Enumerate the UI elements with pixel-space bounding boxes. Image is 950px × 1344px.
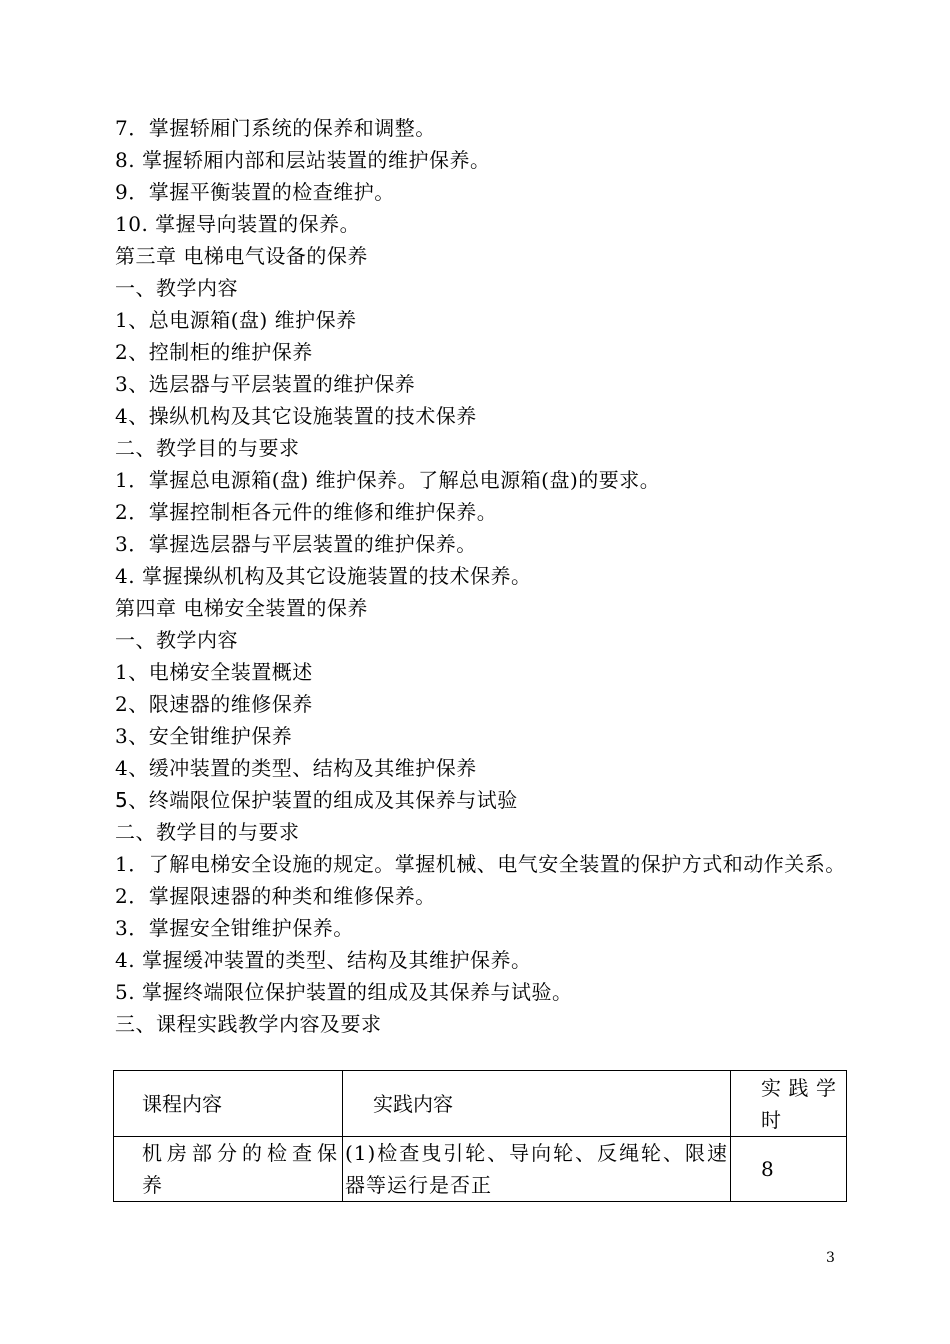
page-number: 3 xyxy=(826,1250,835,1266)
list-item: 7．掌握轿厢门系统的保养和调整。 xyxy=(115,116,436,140)
list-item: 1、电梯安全装置概述 xyxy=(115,660,313,684)
body-text xyxy=(115,112,847,1040)
list-item: 4. 掌握操纵机构及其它设施装置的技术保养。 xyxy=(115,564,532,588)
list-item: 4. 掌握缓冲装置的类型、结构及其维护保养。 xyxy=(115,948,532,972)
list-item: 9．掌握平衡装置的检查维护。 xyxy=(115,180,395,204)
table-cell: 机房部分的检查保养 xyxy=(114,1137,343,1202)
chapter-heading: 第三章 电梯电气设备的保养 xyxy=(115,244,368,268)
list-item: 2、控制柜的维护保养 xyxy=(115,340,313,364)
chapter-heading: 第四章 电梯安全装置的保养 xyxy=(115,596,368,620)
section-heading: 一、教学内容 xyxy=(115,628,238,652)
list-item: 3．掌握安全钳维护保养。 xyxy=(115,916,354,940)
list-item: 5. 掌握终端限位保护装置的组成及其保养与试验。 xyxy=(115,980,573,1004)
section-heading: 二、教学目的与要求 xyxy=(115,820,300,844)
table-header-row xyxy=(114,1071,847,1137)
list-item: 4、缓冲装置的类型、结构及其维护保养 xyxy=(115,756,477,780)
list-item: 1．掌握总电源箱(盘) 维护保养。了解总电源箱(盘)的要求。 xyxy=(115,468,661,492)
table-row xyxy=(114,1137,847,1202)
table-header-cell: 实践内容 xyxy=(343,1071,731,1137)
table-cell: (1)检查曳引轮、导向轮、反绳轮、限速器等运行是否正 xyxy=(343,1137,731,1202)
list-item: 1、总电源箱(盘) 维护保养 xyxy=(115,308,357,332)
list-item: 2．掌握限速器的种类和维修保养。 xyxy=(115,884,436,908)
list-item: 3、选层器与平层装置的维护保养 xyxy=(115,372,416,396)
section-heading: 二、教学目的与要求 xyxy=(115,436,300,460)
list-item: 3．掌握选层器与平层装置的维护保养。 xyxy=(115,532,477,556)
list-item: 3、安全钳维护保养 xyxy=(115,724,293,748)
list-item: 2．掌握控制柜各元件的维修和维护保养。 xyxy=(115,500,498,524)
section-heading: 三、课程实践教学内容及要求 xyxy=(115,1012,382,1036)
table-header-cell: 实践学时 xyxy=(731,1071,847,1137)
table-cell: 8 xyxy=(731,1137,847,1202)
list-item: 10. 掌握导向装置的保养。 xyxy=(115,212,361,236)
list-item: 8. 掌握轿厢内部和层站装置的维护保养。 xyxy=(115,148,491,172)
section-heading: 一、教学内容 xyxy=(115,276,238,300)
table-header-cell: 课程内容 xyxy=(114,1071,343,1137)
list-item: 4、操纵机构及其它设施装置的技术保养 xyxy=(115,404,477,428)
practice-table xyxy=(113,1070,846,1202)
list-item-paragraph: 1．了解电梯安全设施的规定。掌握机械、电气安全装置的保护方式和动作关系。 xyxy=(115,852,846,876)
list-item: 5、终端限位保护装置的组成及其保养与试验 xyxy=(115,788,518,812)
list-item: 2、限速器的维修保养 xyxy=(115,692,313,716)
practice-table-grid xyxy=(113,1070,847,1202)
